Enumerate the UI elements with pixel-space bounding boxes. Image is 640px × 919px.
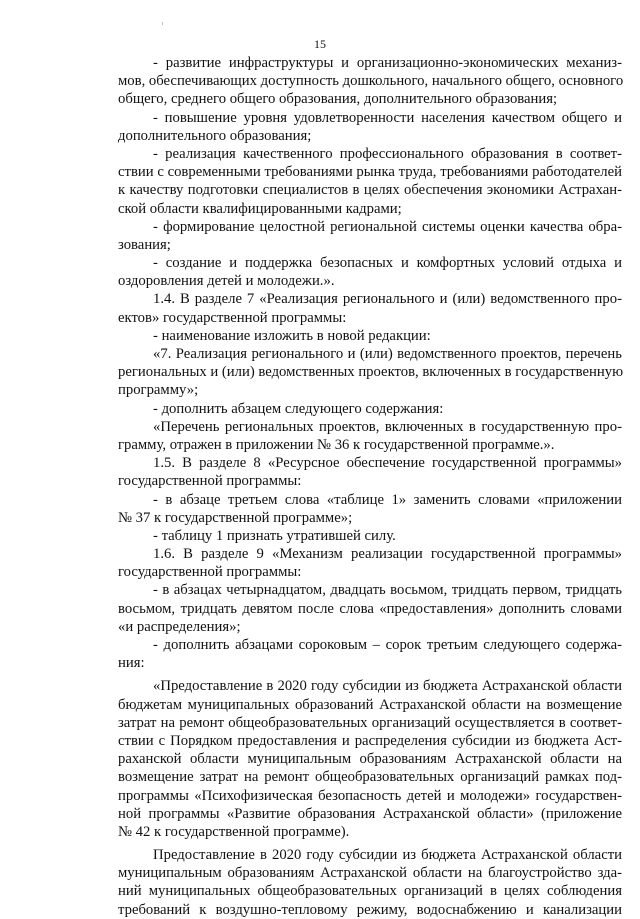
text-line: 1.4. В разделе 7 «Реализация регионального и (или) ведомственного про-: [153, 291, 622, 308]
text-line: требований к воздушно-тепловому режиму, водоснабжению и канализации: [118, 901, 622, 918]
text-line: - развитие инфраструктуры и организационно-экономических механиз-: [153, 55, 622, 71]
text-line: Предоставление в 2020 году субсидии из бюджета Астраханской области: [153, 847, 622, 864]
text-line: № 37 к государственной программе»;: [118, 509, 353, 526]
text-line: региональных и (или) ведомственных проектов, включенных в государственную: [118, 364, 624, 381]
text-line: - дополнить абзацами сороковым – сорок третьим следующего содержа-: [153, 637, 622, 653]
text-line: раханской области муниципальным образованиям Астраханской области на: [118, 751, 622, 768]
text-line: - повышение уровня удовлетворенности населения качеством общего и: [153, 109, 622, 126]
text-line: государственной программы:: [118, 473, 302, 490]
text-line: общего, среднего общего образования, дополнительного образования;: [118, 91, 558, 108]
text-line: программы «Психофизическая безопасность детей и молодежи» государствен-: [118, 787, 622, 804]
text-line: - создание и поддержка безопасных и комфортных условий отдыха и: [153, 255, 622, 272]
text-line: бюджетам муниципальных образований Астраханской области на возмещение: [118, 696, 622, 713]
text-line: ствии с Порядком предоставления и распределения субсидии из бюджета Аст-: [118, 732, 622, 749]
text-line: ной программы «Развитие образования Астраханской области» (приложение: [118, 805, 622, 822]
text-line: мов, обеспечивающих доступность дошкольного, начального общего, основного: [118, 73, 624, 90]
text-line: «Перечень региональных проектов, включенных в государственную про-: [153, 418, 622, 435]
text-line: грамму, отражен в приложении № 36 к государственной программе.».: [118, 436, 555, 453]
text-line: «и распределения»;: [118, 618, 241, 635]
text-line: ния:: [118, 655, 145, 672]
text-line: ектов» государственной программы:: [118, 309, 347, 326]
text-line: программу»;: [118, 382, 199, 399]
text-line: - в абзацах четырнадцатом, двадцать восьмом, тридцать первом, тридцать: [153, 582, 622, 599]
text-line: затрат на ремонт общеобразовательных организаций осуществляется в соответ-: [118, 714, 622, 731]
text-line: - таблицу 1 признать утратившей силу.: [153, 527, 396, 544]
text-line: 1.5. В разделе 8 «Ресурсное обеспечение государственной программы»: [153, 455, 622, 472]
text-line: № 42 к государственной программе).: [118, 823, 350, 840]
page-number: 15: [314, 37, 326, 51]
text-line: муниципальным образованиям Астраханской области на благоустройство зда-: [118, 865, 622, 882]
text-line: ской области квалифицированными кадрами;: [118, 200, 402, 217]
scan-speck: [162, 22, 163, 25]
text-line: дополнительного образования;: [118, 127, 312, 144]
text-line: оздоровления детей и молодежи.».: [118, 273, 335, 290]
text-line: - реализация качественного профессионального образования в соответ-: [153, 145, 622, 162]
text-line: 1.6. В разделе 9 «Механизм реализации государственной программы»: [153, 546, 622, 563]
text-line: государственной программы:: [118, 564, 302, 581]
text-line: возмещение затрат на ремонт общеобразовательных организаций рамках под-: [118, 769, 622, 786]
text-line: ствии с современными требованиями рынка труда, требованиями работодателей: [118, 164, 622, 181]
text-line: «Предоставление в 2020 году субсидии из бюджета Астраханской области: [153, 678, 622, 695]
text-line: «7. Реализация регионального и (или) ведомственного проектов, перечень: [153, 346, 622, 362]
text-line: - наименование изложить в новой редакции:: [153, 327, 431, 344]
text-line: зования;: [118, 236, 171, 253]
text-line: - в абзаце третьем слова «таблице 1» заменить словами «приложении: [153, 491, 622, 508]
text-line: - дополнить абзацем следующего содержания:: [153, 400, 444, 417]
text-line: к качеству подготовки специалистов в целях обеспечения экономики Астрахан-: [118, 182, 622, 199]
document-body: [118, 54, 622, 919]
text-line: - формирование целостной региональной системы оценки качества обра-: [153, 218, 622, 235]
text-line: ний муниципальных общеобразовательных организаций в целях соблюдения: [118, 883, 622, 900]
text-line: восьмом, тридцать девятом после слова «предоставления» дополнить словами: [118, 600, 622, 617]
